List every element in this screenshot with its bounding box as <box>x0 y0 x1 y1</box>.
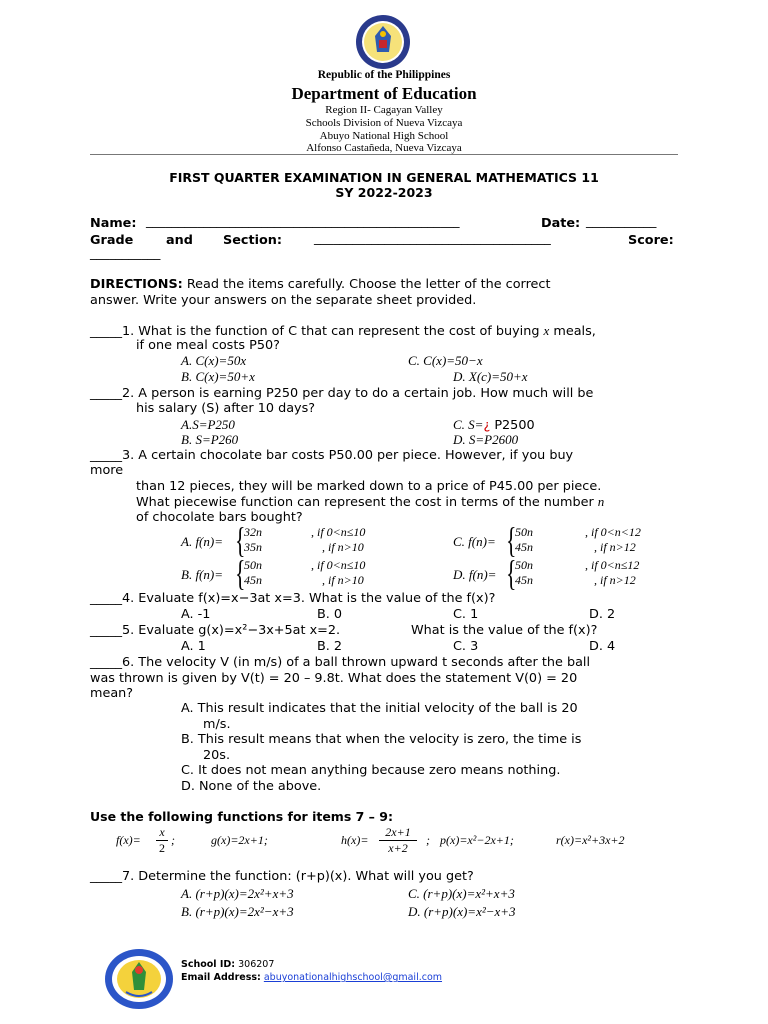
q3-text-3: What piecewise function can represent the cost in terms of the number <box>136 495 598 510</box>
function-p: p(x)=x²−2x+1; <box>440 833 514 847</box>
q3-option-d-label: D. f(n)= <box>453 567 497 582</box>
q3-option-b-label: B. f(n)= <box>181 567 223 582</box>
functions-heading: Use the following functions for items 7 – 9: <box>90 809 393 824</box>
f-denominator: 2 <box>159 841 165 855</box>
q4-option-c[interactable]: C. 1 <box>453 607 479 622</box>
q3-a-piece-2: 35n <box>244 540 262 554</box>
q6-option-d[interactable]: D. None of the above. <box>181 779 322 794</box>
q3-b-cond-2: , if n>10 <box>322 573 364 587</box>
q7-text: 7. Determine the function: (r+p)(x). What will you get? <box>122 869 474 884</box>
q3-stem-2: than 12 pieces, they will be marked down to a price of P45.00 per piece. <box>136 479 602 494</box>
address-line: Alfonso Castañeda, Nueva Vizcaya <box>306 142 462 154</box>
q2-option-a[interactable]: A.S=P250 <box>181 417 235 432</box>
q3-d-cond-2: , if n>12 <box>594 573 636 587</box>
header-divider <box>90 154 678 155</box>
date-field[interactable]: ___________ <box>586 214 657 229</box>
q3-option-b[interactable] <box>181 553 401 593</box>
q3-option-d[interactable] <box>453 553 678 593</box>
q1-option-a[interactable]: A. C(x)=50x <box>181 353 247 368</box>
grade-label: Grade <box>90 233 134 248</box>
q4-text: 4. Evaluate f(x)=x−3at x=3. What is the value of the f(x)? <box>122 591 496 606</box>
q1-option-c[interactable]: C. C(x)=50−x <box>408 353 483 368</box>
q2-option-c-value: P2500 <box>490 418 535 433</box>
school-line: Abuyo National High School <box>319 130 449 142</box>
q3-text: 3. A certain chocolate bar costs P50.00 per piece. However, if you buy <box>122 448 574 463</box>
section-label: Section: <box>223 233 283 248</box>
email-line <box>181 972 442 983</box>
q2-option-c-glyph: ¿ <box>483 418 491 433</box>
q3-c-cond-2: , if n>12 <box>594 540 636 554</box>
and-label: and <box>166 233 193 248</box>
q6-stem <box>90 655 590 671</box>
school-id-line <box>181 959 274 970</box>
answer-blank[interactable]: _____ <box>90 324 122 339</box>
q7-stem <box>90 869 474 885</box>
function-r: r(x)=x²+3x+2 <box>556 833 625 847</box>
q3-a-piece-1: 32n <box>244 525 262 539</box>
q3-d-piece-1: 50n <box>515 558 533 572</box>
q1-option-d[interactable]: D. X(c)=50+x <box>453 369 528 384</box>
q6-option-b-cont: 20s. <box>203 748 231 763</box>
score-field[interactable]: ___________ <box>90 246 161 261</box>
date-label: Date: <box>541 216 581 231</box>
q3-c-piece-2: 45n <box>515 540 533 554</box>
q3-option-a[interactable] <box>181 520 401 560</box>
email-link[interactable]: abuyonationalhighschool@gmail.com <box>263 972 443 983</box>
q3-option-a-label: A. f(n)= <box>181 534 223 549</box>
q3-b-piece-2: 45n <box>244 573 262 587</box>
region-line: Region II- Cagayan Valley <box>325 104 443 116</box>
q6-option-c[interactable]: C. It does not mean anything because zero means nothing. <box>181 763 561 778</box>
function-h <box>341 825 441 857</box>
brace-icon: { <box>235 520 246 560</box>
department-name: Department of Education <box>291 84 477 103</box>
q7-option-a[interactable]: A. (r+p)(x)=2x²+x+3 <box>181 886 294 901</box>
q6-option-b[interactable]: B. This result means that when the velocity is zero, the time is <box>181 732 582 747</box>
q5-text: 5. Evaluate g(x)=x²−3x+5at x=2. <box>122 623 341 638</box>
answer-blank[interactable]: _____ <box>90 591 122 606</box>
republic-line: Republic of the Philippines <box>317 69 451 81</box>
f-lhs: f(x)= <box>116 833 141 847</box>
q5-option-a[interactable]: A. 1 <box>181 639 206 654</box>
q4-option-a[interactable]: A. -1 <box>181 607 211 622</box>
f-end: ; <box>171 833 175 847</box>
answer-blank[interactable]: _____ <box>90 386 122 401</box>
directions-text-1: Read the items carefully. Choose the letter of the correct <box>182 277 551 292</box>
q5-stem <box>90 623 340 639</box>
q3-c-piece-1: 50n <box>515 525 533 539</box>
q5-option-b[interactable]: B. 2 <box>317 639 343 654</box>
directions <box>90 277 550 293</box>
q6-text: 6. The velocity V (in m/s) of a ball thrown upward t seconds after the ball <box>122 655 591 670</box>
q3-option-c[interactable] <box>453 520 678 560</box>
h-lhs: h(x)= <box>341 833 369 847</box>
q2-text: 2. A person is earning P250 per day to do a certain job. How much will be <box>122 386 594 401</box>
q1-var: x <box>543 323 550 338</box>
h-numerator: 2x+1 <box>385 825 411 839</box>
q5-stem-b: What is the value of the f(x)? <box>411 623 598 638</box>
answer-blank[interactable]: _____ <box>90 869 122 884</box>
exam-title: FIRST QUARTER EXAMINATION IN GENERAL MATHEMATICS 11 <box>169 170 599 185</box>
q3-stem-3 <box>136 494 604 511</box>
q5-option-c[interactable]: C. 3 <box>453 639 479 654</box>
q3-a-cond-2: , if n>10 <box>322 540 364 554</box>
q7-option-d[interactable]: D. (r+p)(x)=x²−x+3 <box>408 904 516 919</box>
q1-text-end: meals, <box>549 324 596 339</box>
function-g: g(x)=2x+1; <box>211 833 268 847</box>
q1-text: 1. What is the function of C that can represent the cost of buying <box>122 324 544 339</box>
q3-stem-4: of chocolate bars bought? <box>136 510 303 525</box>
name-label: Name: <box>90 216 137 231</box>
q6-stem-2: was thrown is given by V(t) = 20 – 9.8t. What does the statement V(0) = 20 <box>90 671 578 686</box>
school-id-value: 306207 <box>238 959 275 970</box>
q3-d-piece-2: 45n <box>515 573 533 587</box>
brace-icon: { <box>235 553 246 593</box>
q4-stem <box>90 591 495 607</box>
deped-seal-icon <box>355 14 411 70</box>
score-label: Score: <box>628 233 674 248</box>
q4-option-d[interactable]: D. 2 <box>589 607 616 622</box>
f-numerator: x <box>159 825 165 839</box>
q6-option-a-cont: m/s. <box>203 717 231 732</box>
school-year: SY 2022-2023 <box>335 185 433 200</box>
q2-option-b[interactable]: B. S=P260 <box>181 432 239 447</box>
q6-option-a[interactable]: A. This result indicates that the initial velocity of the ball is 20 <box>181 701 578 716</box>
q3-var: n <box>597 494 605 509</box>
answer-blank[interactable]: _____ <box>90 448 122 463</box>
brace-icon: { <box>506 553 517 593</box>
q7-option-b[interactable]: B. (r+p)(x)=2x²−x+3 <box>181 904 294 919</box>
q4-option-b[interactable]: B. 0 <box>317 607 343 622</box>
division-line: Schools Division of Nueva Vizcaya <box>305 117 463 129</box>
q2-stem <box>90 386 593 402</box>
answer-blank[interactable]: _____ <box>90 655 122 670</box>
q2-option-d[interactable]: D. S=P2600 <box>453 432 519 447</box>
q2-option-c-text: C. S= <box>453 417 484 432</box>
q1-stem-2: if one meal costs P50? <box>136 338 280 353</box>
name-field[interactable]: _________________________________________________ <box>146 214 460 229</box>
q3-d-cond-1: , if 0<n≤12 <box>585 558 640 572</box>
q1-option-b[interactable]: B. C(x)=50+x <box>181 369 255 384</box>
q3-a-cond-1: , if 0<n≤10 <box>311 525 366 539</box>
q6-stem-3: mean? <box>90 686 134 701</box>
q3-stem <box>90 448 573 464</box>
q7-option-c[interactable]: C. (r+p)(x)=x²+x+3 <box>408 886 515 901</box>
h-denominator: x+2 <box>388 841 408 855</box>
school-logo-icon <box>104 948 174 1010</box>
q3-c-cond-1: , if 0<n<12 <box>585 525 641 539</box>
answer-blank[interactable]: _____ <box>90 623 122 638</box>
q3-option-c-label: C. f(n)= <box>453 534 496 549</box>
h-end: ; <box>426 833 430 847</box>
email-label: Email Address: <box>181 972 261 983</box>
school-id-label: School ID: <box>181 959 236 970</box>
q3-b-cond-1: , if 0<n≤10 <box>311 558 366 572</box>
directions-text-2: answer. Write your answers on the separate sheet provided. <box>90 293 477 308</box>
brace-icon: { <box>506 520 517 560</box>
q3-b-piece-1: 50n <box>244 558 262 572</box>
q2-stem-2: his salary (S) after 10 days? <box>136 401 316 416</box>
directions-label: DIRECTIONS: <box>90 277 183 292</box>
q5-option-d[interactable]: D. 4 <box>589 639 616 654</box>
section-field[interactable]: _____________________________________ <box>314 231 551 246</box>
q3-stem-more: more <box>90 463 124 478</box>
